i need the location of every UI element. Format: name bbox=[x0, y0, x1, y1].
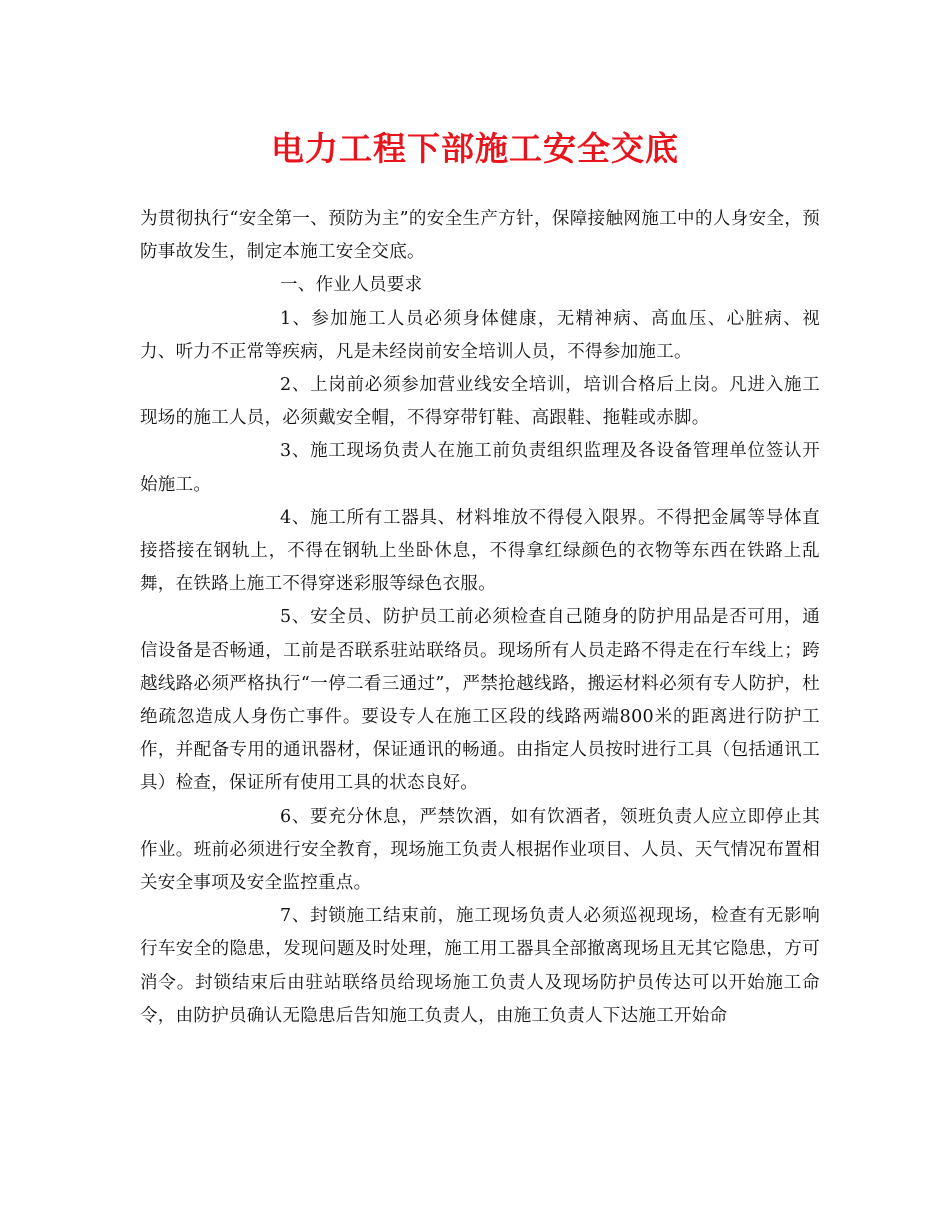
document-body bbox=[140, 203, 820, 1033]
list-item-2: 2、上岗前必须参加营业线安全培训，培训合格后上岗。凡进入施工现场的施工人员，必须戴安全帽，不得穿带钉鞋、高跟鞋、拖鞋或赤脚。 bbox=[140, 375, 820, 429]
list-item-4: 4、施工所有工器具、材料堆放不得侵入限界。不得把金属等导体直接搭接在钢轨上，不得在钢轨上坐卧休息，不得拿红绿颜色的衣物等东西在铁路上乱舞，在铁路上施工不得穿迷彩服等绿色衣服。 bbox=[140, 507, 820, 595]
list-item-6: 6、要充分休息，严禁饮酒，如有饮酒者，领班负责人应立即停止其作业。班前必须进行安全教育，现场施工负责人根据作业项目、人员、天气情况布置相关安全事项及安全监控重点。 bbox=[140, 806, 820, 894]
document-title: 电力工程下部施工安全交底 bbox=[271, 129, 679, 168]
list-item-5: 5、安全员、防护员工前必须检查自己随身的防护用品是否可用，通信设备是否畅通，工前是否联系驻站联络员。现场所有人员走路不得走在行车线上；跨越线路必须严格执行“一停二看三通过”，严禁抢越线路，搬运材料必须有专人防护，杜绝疏忽造成人身伤亡事件。要设专人在施工区段的线路两端800米的距离进行防护工作，并配备专用的通讯器材，保证通讯的畅通。由指定人员按时进行工具（包括通讯工具）检查，保证所有使用工具的状态良好。 bbox=[140, 607, 820, 794]
list-item-7: 7、封锁施工结束前，施工现场负责人必须巡视现场，检查有无影响行车安全的隐患，发现问题及时处理，施工用工器具全部撤离现场且无其它隐患，方可消令。封锁结束后由驻站联络员给现场施工负责人及现场防护员传达可以开始施工命令，由防护员确认无隐患后告知施工负责人，由施工负责人下达施工开始命 bbox=[140, 906, 820, 1026]
list-item-1: 1、参加施工人员必须身体健康，无精神病、高血压、心脏病、视力、听力不正常等疾病，凡是未经岗前安全培训人员，不得参加施工。 bbox=[140, 308, 820, 362]
list-item-3: 3、施工现场负责人在施工前负责组织监理及各设备管理单位签认开始施工。 bbox=[140, 441, 820, 495]
intro-paragraph: 为贯彻执行“安全第一、预防为主”的安全生产方针，保障接触网施工中的人身安全，预防事故发生，制定本施工安全交底。 bbox=[140, 209, 820, 263]
section-heading: 一、作业人员要求 bbox=[280, 275, 423, 296]
